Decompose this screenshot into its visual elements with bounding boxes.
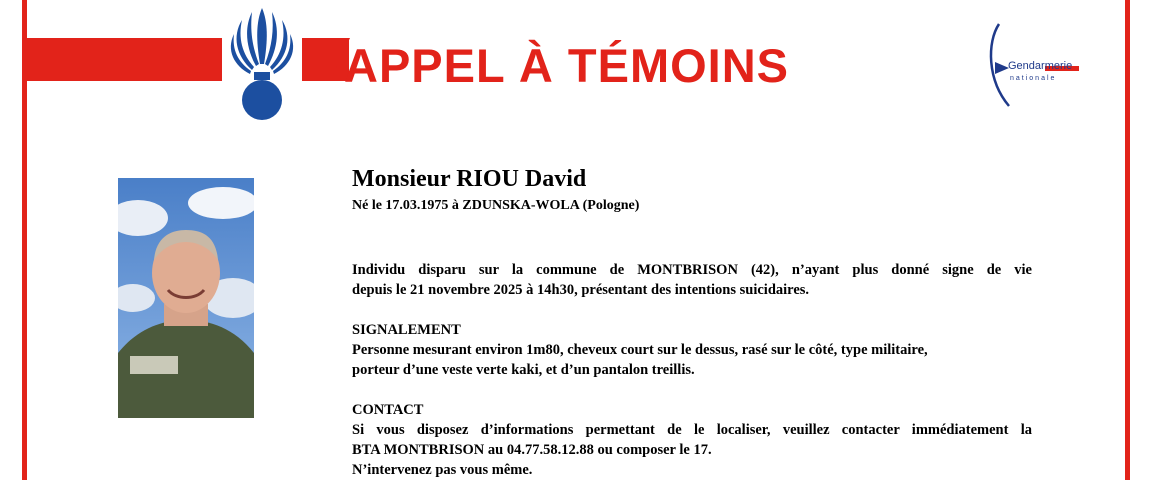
signalement-heading: SIGNALEMENT <box>352 322 461 338</box>
logo-subtitle: nationale <box>1010 75 1057 82</box>
contact-line: BTA MONTBRISON au 04.77.58.12.88 ou composer le 17. <box>352 442 712 458</box>
person-name: Monsieur RIOU David <box>352 166 587 192</box>
person-photo <box>118 178 254 418</box>
contact-section <box>352 400 1032 480</box>
logo-name: Gendarmerie <box>1008 60 1073 72</box>
intro-line: depuis le 21 novembre 2025 à 14h30, présentant des intentions suicidaires. <box>352 282 810 298</box>
intro-paragraph <box>352 260 1032 300</box>
birth-info: Né le 17.03.1975 à ZDUNSKA-WOLA (Pologne) <box>352 198 640 213</box>
page-title: APPEL À TÉMOINS <box>344 39 790 92</box>
contact-line: Si vous disposez d’informations permettant de le localiser, veuillez contacter immédiatement la <box>352 422 1032 438</box>
signalement-line: Personne mesurant environ 1m80, cheveux court sur le dessus, rasé sur le côté, type militaire, <box>352 342 928 358</box>
signalement-line: porteur d’une veste verte kaki, et d’un pantalon treillis. <box>352 362 695 378</box>
contact-heading: CONTACT <box>352 402 424 418</box>
contact-line: N’intervenez pas vous même. <box>352 462 533 478</box>
intro-line: Individu disparu sur la commune de MONTBRISON (42), n’ayant plus donné signe de vie <box>352 262 1032 278</box>
signalement-section <box>352 320 1032 380</box>
grenade-flame-icon <box>222 4 302 124</box>
